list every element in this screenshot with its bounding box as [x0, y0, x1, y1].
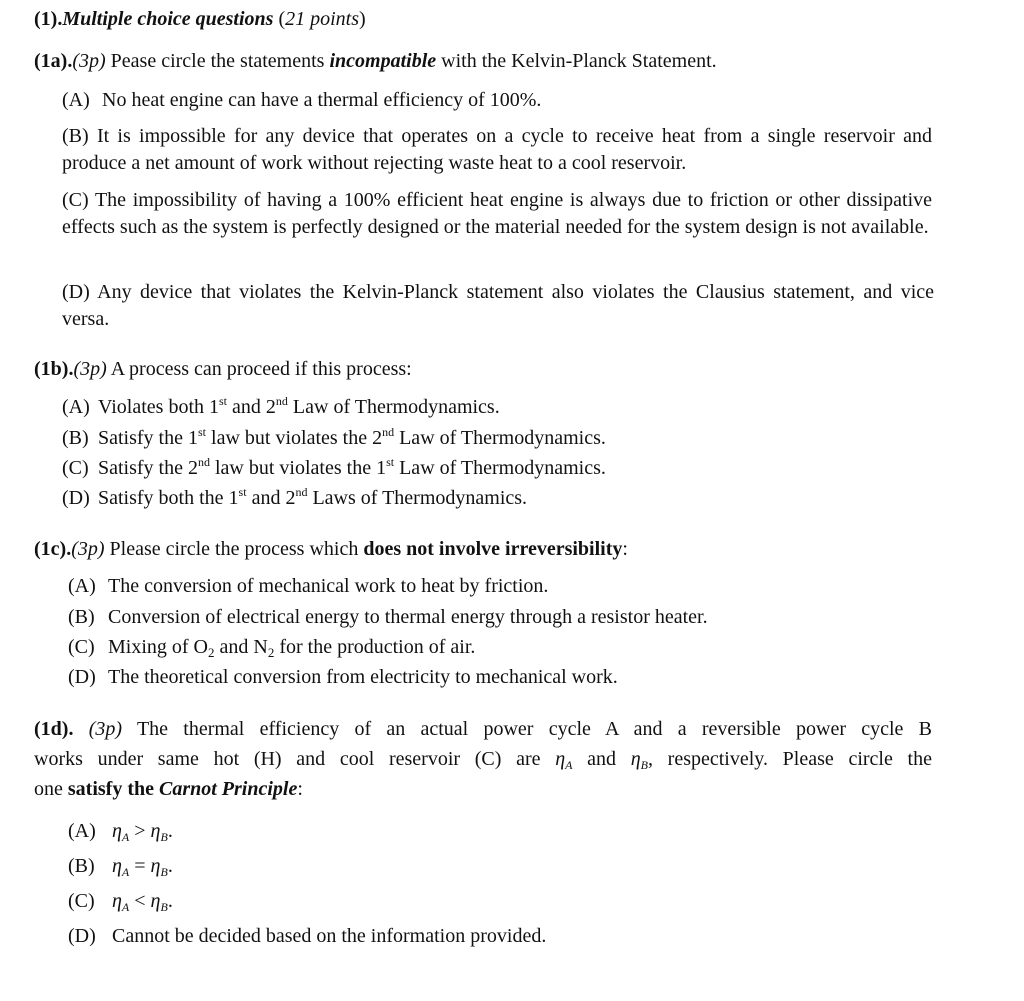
period: . [167, 820, 173, 842]
option-1a-c[interactable] [62, 187, 932, 241]
question-points: (3p) [71, 538, 105, 560]
question-emphasis: incompatible [329, 50, 437, 72]
period: . [167, 890, 173, 912]
subscript: 2 [267, 645, 275, 660]
option-letter: (D) [68, 666, 96, 688]
option-1d-d[interactable] [68, 923, 546, 949]
option-1d-c[interactable] [68, 888, 173, 914]
question-1d-line-1 [34, 714, 932, 744]
eta-a-symbol: $\eta_A$ [112, 890, 130, 914]
option-letter: (D) [62, 487, 90, 509]
question-1d-line-3 [34, 774, 932, 804]
option-text: and 2 [246, 487, 296, 509]
option-text: No heat engine can have a thermal efficiency of 100%. [102, 89, 542, 111]
option-1d-b[interactable] [68, 853, 173, 879]
question-label: (1d). [34, 718, 74, 740]
option-letter: (B) [62, 427, 89, 449]
eta-b-symbol: $\eta_B$ [150, 855, 168, 879]
question-emphasis: Carnot Principle [159, 778, 298, 800]
section-heading [34, 6, 366, 32]
question-text-end: : [297, 778, 303, 800]
question-1b-prompt [34, 356, 412, 382]
option-text: Satisfy the 1 [98, 427, 198, 449]
question-text: A process can proceed if this process: [110, 358, 412, 380]
question-text: , respectively. Please circle the [647, 748, 932, 770]
option-1c-b[interactable] [68, 604, 708, 630]
ordinal-suffix: nd [295, 485, 308, 499]
question-emphasis: satisfy the [67, 778, 159, 800]
question-text-end: : [622, 538, 628, 560]
option-1b-d[interactable] [62, 485, 527, 511]
eta-b-symbol: $\eta_B$ [630, 748, 648, 772]
period: . [167, 855, 173, 877]
comparison-operator: > [129, 820, 151, 842]
option-text: Conversion of electrical energy to thermal energy through a resistor heater. [108, 606, 708, 628]
option-text: Laws of Thermodynamics. [307, 487, 528, 509]
question-text: works under same hot (H) and cool reservoir (C) are [34, 748, 556, 770]
option-text: Cannot be decided based on the information provided. [112, 925, 547, 947]
option-text: Mixing of O [108, 636, 208, 658]
option-text: law but violates the 1 [210, 457, 387, 479]
section-title: Multiple choice questions [62, 8, 274, 30]
option-1b-a[interactable] [62, 394, 500, 420]
option-1a-b[interactable] [62, 123, 932, 177]
option-text: Violates both 1 [98, 396, 220, 418]
ordinal-suffix: st [238, 485, 247, 499]
option-1a-a[interactable] [62, 87, 541, 113]
option-text: and 2 [227, 396, 276, 418]
option-letter: (D) [62, 281, 90, 303]
option-letter: (A) [68, 820, 96, 842]
option-letter: (A) [62, 89, 90, 111]
question-text: Pease circle the statements [110, 50, 330, 72]
eta-a-symbol: $\eta_A$ [112, 855, 130, 879]
option-letter: (B) [68, 606, 95, 628]
question-text: and [572, 748, 631, 770]
option-letter: (C) [68, 890, 95, 912]
option-text: Satisfy both the 1 [98, 487, 239, 509]
question-text: one [34, 778, 68, 800]
option-1b-b[interactable] [62, 425, 606, 451]
question-1a-prompt [34, 48, 717, 74]
ordinal-suffix: nd [382, 425, 395, 439]
question-emphasis: does not involve irreversibility [363, 538, 623, 560]
question-label: (1b). [34, 358, 74, 380]
ordinal-suffix: nd [275, 394, 288, 408]
option-letter: (C) [68, 636, 95, 658]
question-text: Please circle the process which [109, 538, 364, 560]
option-text: Law of Thermodynamics. [287, 396, 500, 418]
question-label: (1c). [34, 538, 72, 560]
option-text: The conversion of mechanical work to heat by friction. [108, 575, 549, 597]
question-label: (1a). [34, 50, 73, 72]
option-letter: (D) [68, 925, 96, 947]
question-points: (3p) [72, 50, 106, 72]
subscript: 2 [208, 645, 215, 660]
section-points: (21 points) [278, 8, 366, 30]
eta-b-symbol: $\eta_B$ [150, 890, 168, 914]
option-1a-d[interactable] [62, 279, 934, 333]
eta-a-symbol: $\eta_A$ [555, 748, 573, 772]
option-1c-a[interactable] [68, 573, 548, 599]
question-1c-prompt [34, 536, 628, 562]
option-text: Satisfy the 2 [98, 457, 198, 479]
question-text-end: with the Kelvin-Planck Statement. [436, 50, 717, 72]
option-text: Law of Thermodynamics. [394, 427, 606, 449]
comparison-operator: = [129, 855, 151, 877]
option-letter: (B) [68, 855, 95, 877]
option-text: It is impossible for any device that operates on a cycle to receive heat from a single reservoir and produce a net amount of work without rejecting waste heat to a cool reservoir. [62, 125, 932, 174]
question-points: (3p) [73, 358, 107, 380]
option-1c-c[interactable] [68, 634, 475, 660]
section-number: (1). [34, 8, 63, 30]
eta-a-symbol: $\eta_A$ [112, 820, 130, 844]
option-text: for the production of air. [274, 636, 476, 658]
question-1d-prompt [34, 714, 932, 804]
option-text: Law of Thermodynamics. [394, 457, 606, 479]
option-letter: (A) [68, 575, 96, 597]
option-1c-d[interactable] [68, 664, 618, 690]
ordinal-suffix: st [198, 425, 207, 439]
ordinal-suffix: st [386, 455, 395, 469]
question-points: (3p) [88, 718, 123, 740]
option-letter: (C) [62, 189, 89, 211]
option-text: The impossibility of having a 100% efficient heat engine is always due to friction or other dissipative effects such as the system is perfectly designed or the material needed for the system design is not available. [62, 189, 933, 238]
ordinal-suffix: st [219, 394, 228, 408]
option-text: and N [214, 636, 268, 658]
option-letter: (B) [62, 125, 89, 147]
option-text: law but violates the 2 [206, 427, 383, 449]
question-1d-line-2 [34, 744, 932, 774]
option-1d-a[interactable] [68, 818, 173, 844]
question-text: The thermal efficiency of an actual power cycle A and a reversible power cycle B [136, 718, 933, 740]
option-text: The theoretical conversion from electricity to mechanical work. [108, 666, 618, 688]
option-1b-c[interactable] [62, 455, 606, 481]
option-text: Any device that violates the Kelvin-Planck statement also violates the Clausius statement, and vice versa. [62, 281, 934, 330]
option-letter: (A) [62, 396, 90, 418]
comparison-operator: < [129, 890, 151, 912]
ordinal-suffix: nd [198, 455, 210, 469]
option-letter: (C) [62, 457, 89, 479]
eta-b-symbol: $\eta_B$ [150, 820, 168, 844]
